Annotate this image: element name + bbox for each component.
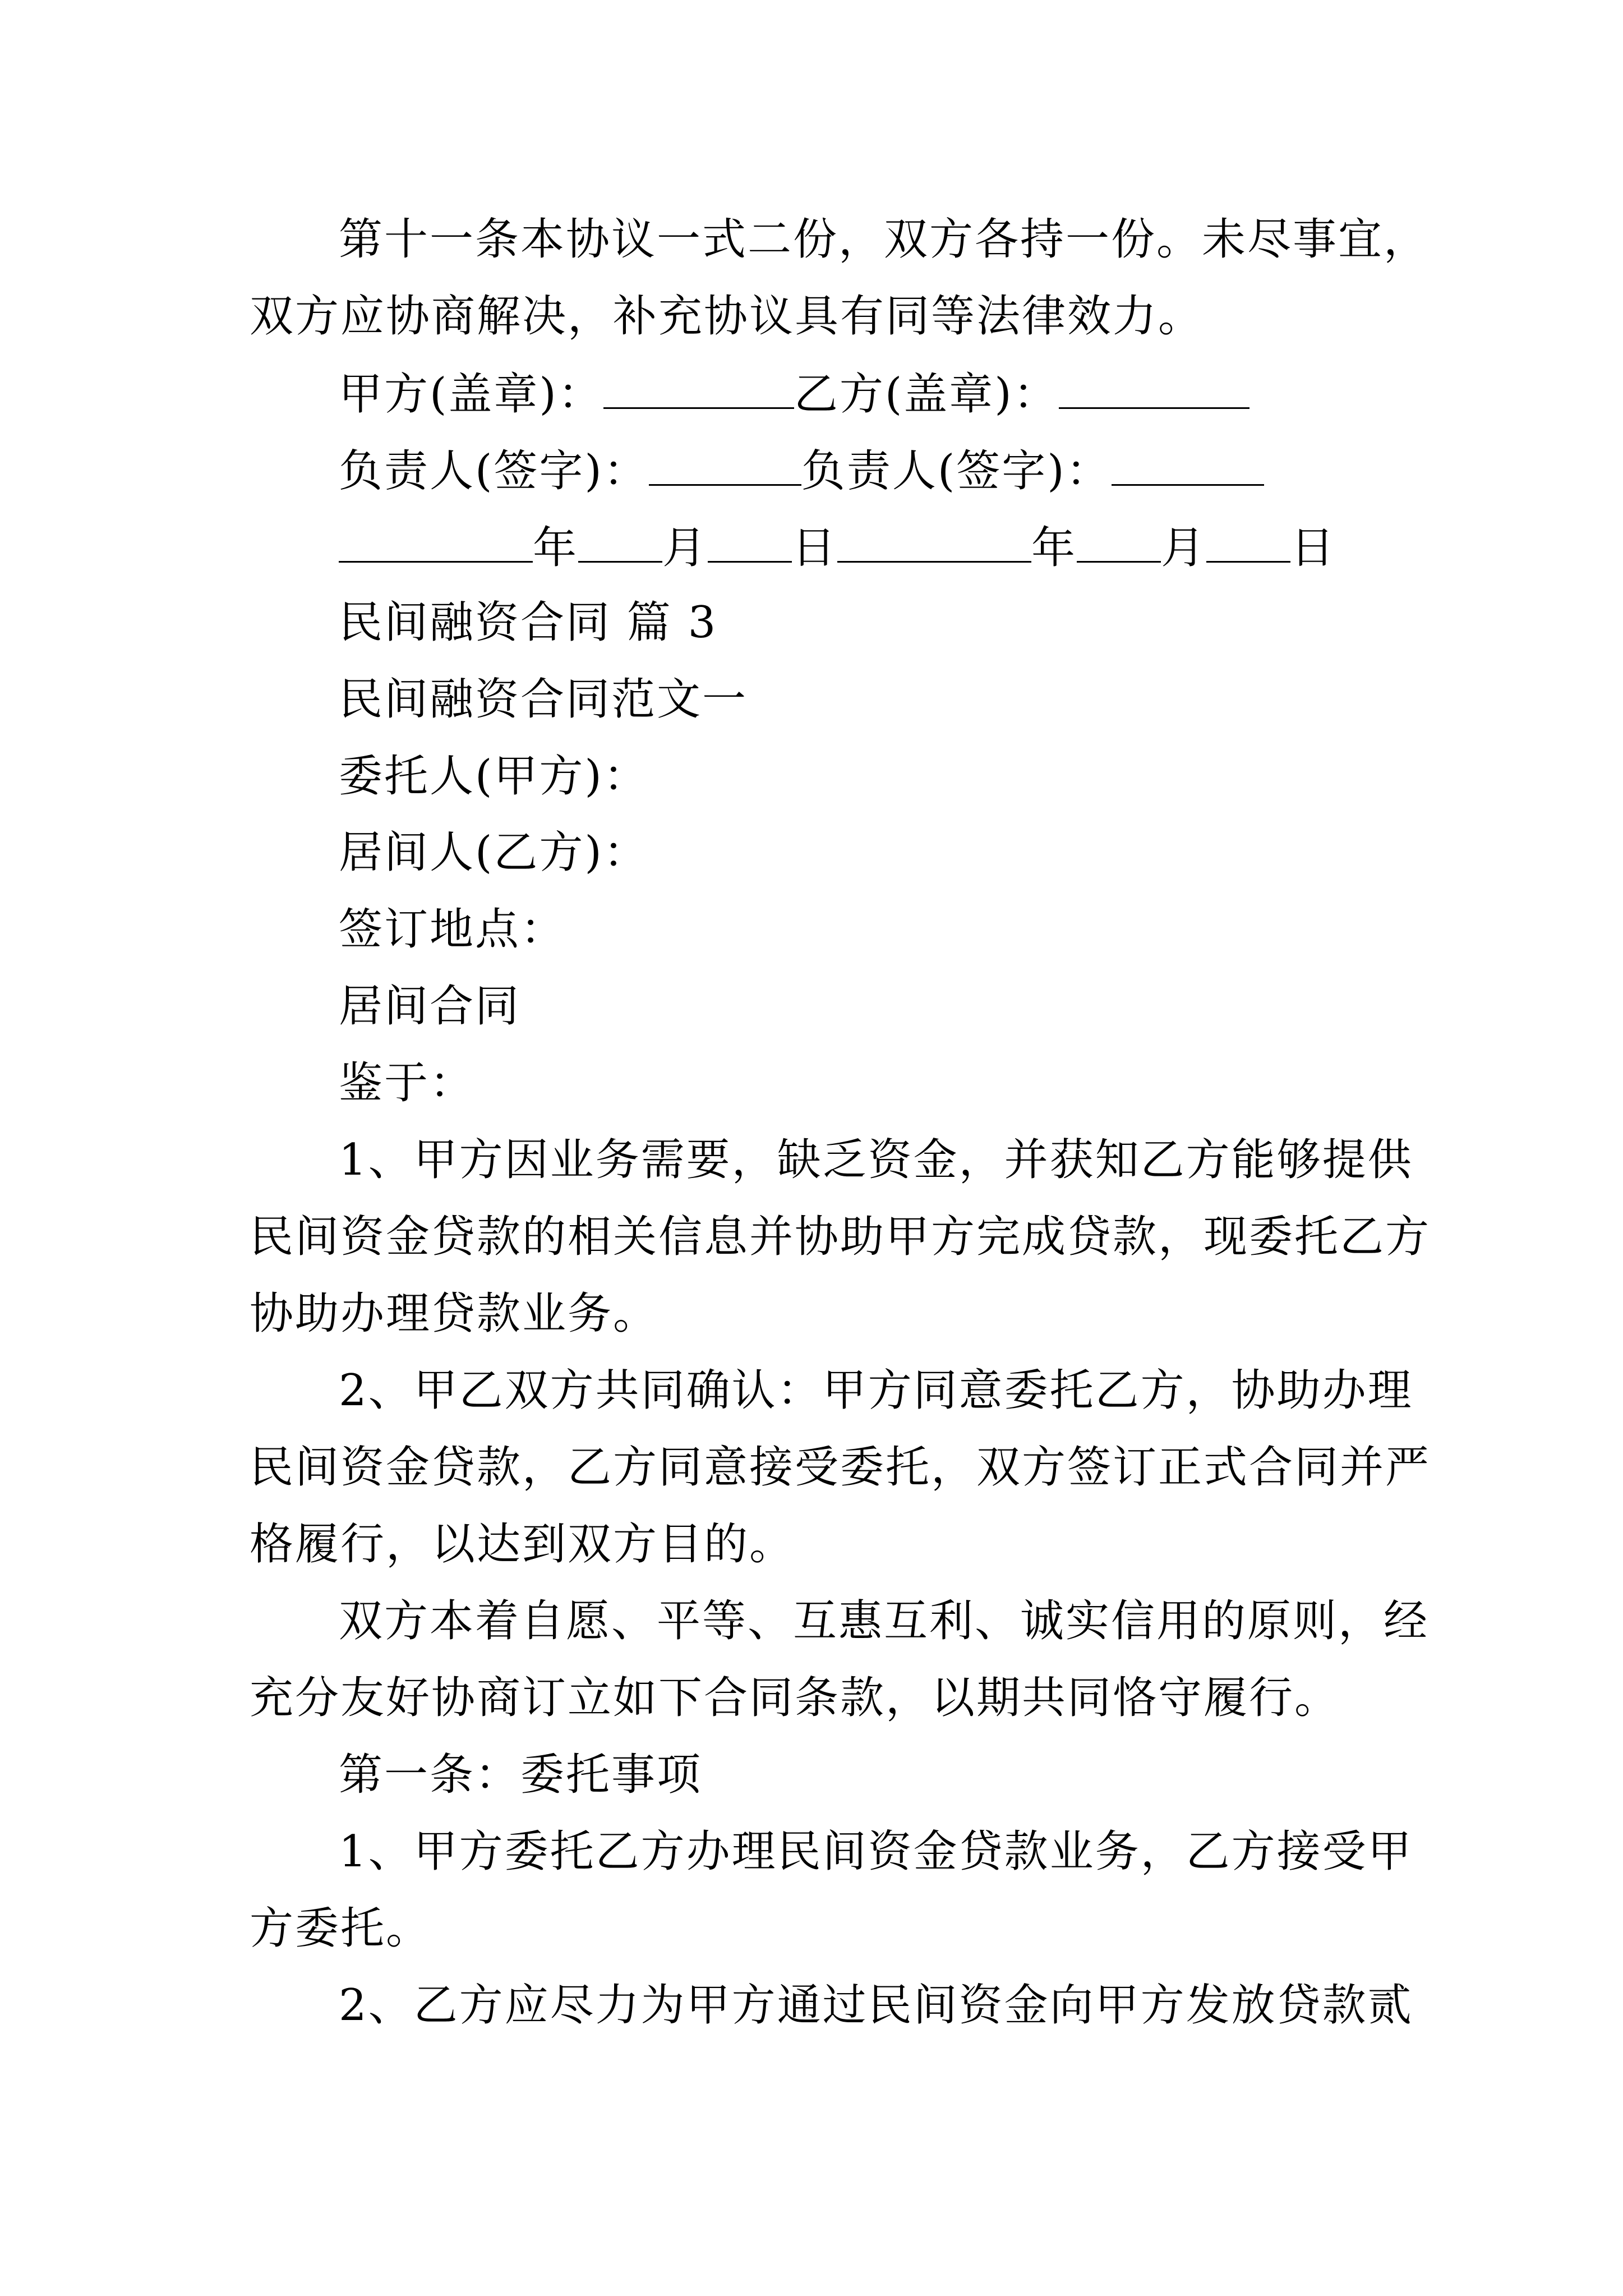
section-heading: 民间融资合同 篇 3 (339, 597, 718, 648)
sample-title: 民间融资合同范文一 (339, 674, 748, 725)
party-b-seal-label: 乙方(盖章)： (794, 369, 1059, 420)
article-1-item-1-line-2: 方委托。 (250, 1903, 432, 1954)
article-1-title: 第一条：委托事项 (339, 1750, 703, 1800)
intermediary-label: 居间人(乙方)： (339, 827, 649, 878)
recital-2-line-1: 2、甲乙双方共同确认：甲方同意委托乙方，协助办理 (339, 1365, 1413, 1416)
recital-1-line-3: 协助办理贷款业务。 (250, 1289, 659, 1339)
day-label: 日 (1290, 523, 1336, 573)
date-line (339, 523, 1336, 573)
year-label: 年 (1031, 523, 1077, 573)
whereas-label: 鉴于： (339, 1058, 476, 1108)
party-a-seal-blank (603, 370, 794, 409)
party-a-day-blank (708, 524, 792, 563)
party-a-seal-label: 甲方(盖章)： (339, 369, 603, 420)
party-b-signer-blank (1112, 447, 1264, 486)
party-b-day-blank (1206, 524, 1290, 563)
month-label: 月 (662, 523, 708, 573)
party-b-signer-label: 负责人(签字)： (801, 446, 1112, 496)
clause-11-line-2: 双方应协商解决，补充协议具有同等法律效力。 (250, 291, 1204, 342)
article-1-item-1-line-1: 1、甲方委托乙方办理民间资金贷款业务，乙方接受甲 (339, 1826, 1413, 1877)
principle-paragraph-line-1: 双方本着自愿、平等、互惠互利、诚实信用的原则，经 (339, 1596, 1430, 1646)
article-1-item-2-line-1: 2、乙方应尽力为甲方通过民间资金向甲方发放贷款贰 (339, 1980, 1413, 2031)
year-label: 年 (533, 523, 579, 573)
signer-line (339, 446, 1264, 496)
recital-1-line-1: 1、甲方因业务需要，缺乏资金，并获知乙方能够提供 (339, 1135, 1413, 1185)
principal-label: 委托人(甲方)： (339, 751, 649, 802)
party-b-year-blank (837, 524, 1031, 563)
party-a-signer-blank (649, 447, 801, 486)
party-a-year-blank (339, 524, 533, 563)
recital-2-line-3: 格履行，以达到双方目的。 (250, 1519, 795, 1570)
day-label: 日 (792, 523, 838, 573)
party-a-signer-label: 负责人(签字)： (339, 446, 649, 496)
clause-11-line-1: 第十一条本协议一式二份，双方各持一份。未尽事宜， (339, 214, 1430, 265)
party-b-month-blank (1077, 524, 1161, 563)
recital-1-line-2: 民间资金贷款的相关信息并协助甲方完成贷款，现委托乙方 (250, 1212, 1431, 1262)
party-a-month-blank (578, 524, 662, 563)
month-label: 月 (1161, 523, 1207, 573)
recital-2-line-2: 民间资金贷款，乙方同意接受委托，双方签订正式合同并严 (250, 1442, 1431, 1493)
contract-title: 居间合同 (339, 981, 521, 1032)
party-b-seal-blank (1059, 370, 1249, 409)
seal-line (339, 369, 1249, 420)
principle-paragraph-line-2: 充分友好协商订立如下合同条款，以期共同恪守履行。 (250, 1673, 1340, 1723)
signing-place-label: 签订地点： (339, 904, 566, 955)
